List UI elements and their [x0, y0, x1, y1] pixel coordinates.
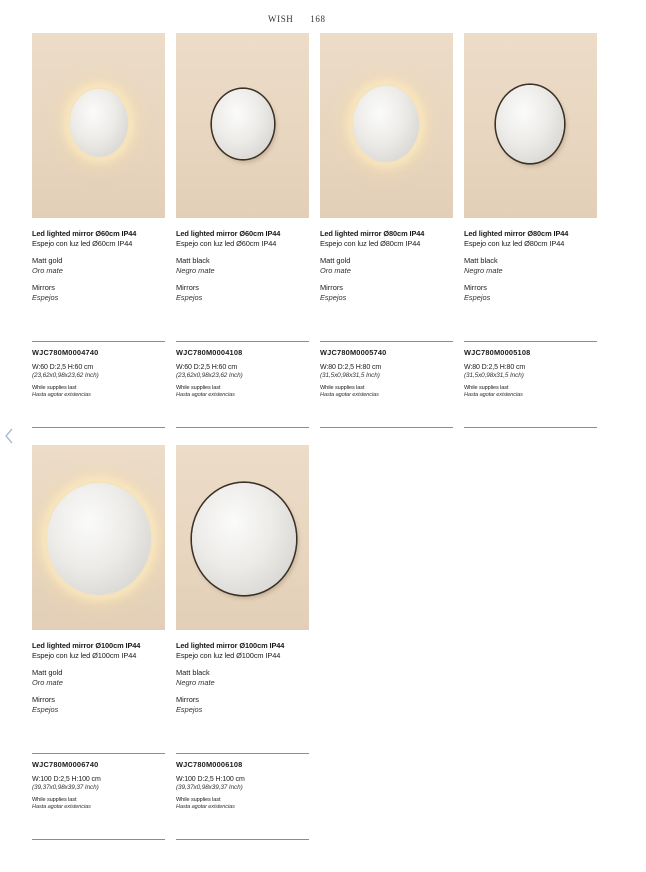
- product-category-es: Espejos: [32, 293, 59, 302]
- product-category-es: Espejos: [176, 705, 203, 714]
- mirror-image: [70, 89, 128, 157]
- mirror-image: [353, 86, 419, 162]
- product-subtitle: Espejo con luz led Ø100cm IP44: [32, 651, 137, 660]
- mirror-image: [47, 483, 151, 595]
- product-subtitle: Espejo con luz led Ø100cm IP44: [176, 651, 281, 660]
- product-card[interactable]: [32, 33, 165, 398]
- product-finish: Matt gold: [32, 256, 63, 265]
- product-title: Led lighted mirror Ø100cm IP44: [32, 641, 141, 650]
- product-finish: Matt black: [464, 256, 498, 265]
- product-photo: [176, 445, 309, 630]
- divider: [32, 427, 165, 428]
- product-category: Mirrors: [32, 695, 55, 704]
- divider: [32, 341, 165, 342]
- brand-name: WISH: [268, 14, 294, 24]
- product-subtitle: Espejo con luz led Ø80cm IP44: [320, 239, 421, 248]
- product-dimensions: W:100 D:2,5 H:100 cm: [32, 776, 101, 783]
- product-sku: WJC780M0006740: [32, 760, 99, 769]
- divider: [464, 341, 597, 342]
- product-title: Led lighted mirror Ø100cm IP44: [176, 641, 285, 650]
- product-finish: Matt black: [176, 256, 210, 265]
- availability-note-es: Hasta agotar existencias: [176, 804, 235, 810]
- product-finish: Matt gold: [32, 668, 63, 677]
- page-number: 168: [310, 14, 326, 24]
- product-category: Mirrors: [32, 283, 55, 292]
- product-dimensions: W:80 D:2,5 H:80 cm: [464, 364, 526, 371]
- availability-note-es: Hasta agotar existencias: [32, 804, 91, 810]
- product-finish-es: Negro mate: [176, 266, 215, 275]
- product-dimensions: W:100 D:2,5 H:100 cm: [176, 776, 245, 783]
- availability-note: While supplies last: [464, 385, 509, 391]
- product-sku: WJC780M0005108: [464, 348, 531, 357]
- mirror-image: [212, 89, 274, 159]
- product-card[interactable]: [320, 33, 453, 398]
- product-sku: WJC780M0004740: [32, 348, 99, 357]
- product-card[interactable]: [464, 33, 597, 398]
- product-category-es: Espejos: [320, 293, 347, 302]
- product-dimensions-inch: (31,5x0,98x31,5 Inch): [464, 372, 524, 379]
- divider: [32, 753, 165, 754]
- product-subtitle: Espejo con luz led Ø60cm IP44: [176, 239, 277, 248]
- product-category: Mirrors: [320, 283, 343, 292]
- product-subtitle: Espejo con luz led Ø60cm IP44: [32, 239, 133, 248]
- product-category-es: Espejos: [32, 705, 59, 714]
- availability-note: While supplies last: [176, 797, 221, 803]
- product-sku: WJC780M0005740: [320, 348, 387, 357]
- product-photo: [464, 33, 597, 218]
- product-dimensions-inch: (23,62x0,98x23,62 Inch): [32, 372, 99, 379]
- availability-note-es: Hasta agotar existencias: [32, 392, 91, 398]
- availability-note-es: Hasta agotar existencias: [176, 392, 235, 398]
- product-category: Mirrors: [176, 695, 199, 704]
- product-title: Led lighted mirror Ø80cm IP44: [464, 229, 569, 238]
- product-dimensions: W:80 D:2,5 H:80 cm: [320, 364, 382, 371]
- divider: [176, 341, 309, 342]
- product-card[interactable]: [176, 33, 309, 398]
- availability-note-es: Hasta agotar existencias: [464, 392, 523, 398]
- divider: [176, 839, 309, 840]
- product-dimensions: W:60 D:2,5 H:60 cm: [176, 364, 238, 371]
- divider: [464, 427, 597, 428]
- product-category-es: Espejos: [176, 293, 203, 302]
- divider: [176, 753, 309, 754]
- availability-note-es: Hasta agotar existencias: [320, 392, 379, 398]
- product-category: Mirrors: [176, 283, 199, 292]
- product-photo: [32, 445, 165, 630]
- page-header: [268, 14, 326, 24]
- product-finish-es: Oro mate: [32, 266, 63, 275]
- product-dimensions: W:60 D:2,5 H:60 cm: [32, 364, 94, 371]
- product-photo: [320, 33, 453, 218]
- product-dimensions-inch: (39,37x0,98x39,37 Inch): [32, 784, 99, 791]
- availability-note: While supplies last: [320, 385, 365, 391]
- product-sku: WJC780M0004108: [176, 348, 243, 357]
- product-card[interactable]: [32, 445, 165, 810]
- product-dimensions-inch: (31,5x0,98x31,5 Inch): [320, 372, 380, 379]
- product-category: Mirrors: [464, 283, 487, 292]
- divider: [176, 427, 309, 428]
- product-finish: Matt gold: [320, 256, 351, 265]
- availability-note: While supplies last: [32, 797, 77, 803]
- product-title: Led lighted mirror Ø60cm IP44: [32, 229, 137, 238]
- availability-note: While supplies last: [176, 385, 221, 391]
- divider: [320, 341, 453, 342]
- product-finish-es: Oro mate: [32, 678, 63, 687]
- availability-note: While supplies last: [32, 385, 77, 391]
- mirror-image: [496, 85, 564, 163]
- product-sku: WJC780M0006108: [176, 760, 243, 769]
- product-photo: [176, 33, 309, 218]
- product-title: Led lighted mirror Ø60cm IP44: [176, 229, 281, 238]
- product-finish: Matt black: [176, 668, 210, 677]
- chevron-left-icon: [2, 426, 16, 446]
- mirror-image: [192, 483, 296, 595]
- divider: [32, 839, 165, 840]
- product-finish-es: Oro mate: [320, 266, 351, 275]
- product-category-es: Espejos: [464, 293, 491, 302]
- product-dimensions-inch: (23,62x0,98x23,62 Inch): [176, 372, 243, 379]
- product-dimensions-inch: (39,37x0,98x39,37 Inch): [176, 784, 243, 791]
- product-card[interactable]: [176, 445, 309, 810]
- product-finish-es: Negro mate: [176, 678, 215, 687]
- previous-page-button[interactable]: [2, 426, 16, 446]
- product-subtitle: Espejo con luz led Ø80cm IP44: [464, 239, 565, 248]
- product-finish-es: Negro mate: [464, 266, 503, 275]
- product-title: Led lighted mirror Ø80cm IP44: [320, 229, 425, 238]
- product-photo: [32, 33, 165, 218]
- divider: [320, 427, 453, 428]
